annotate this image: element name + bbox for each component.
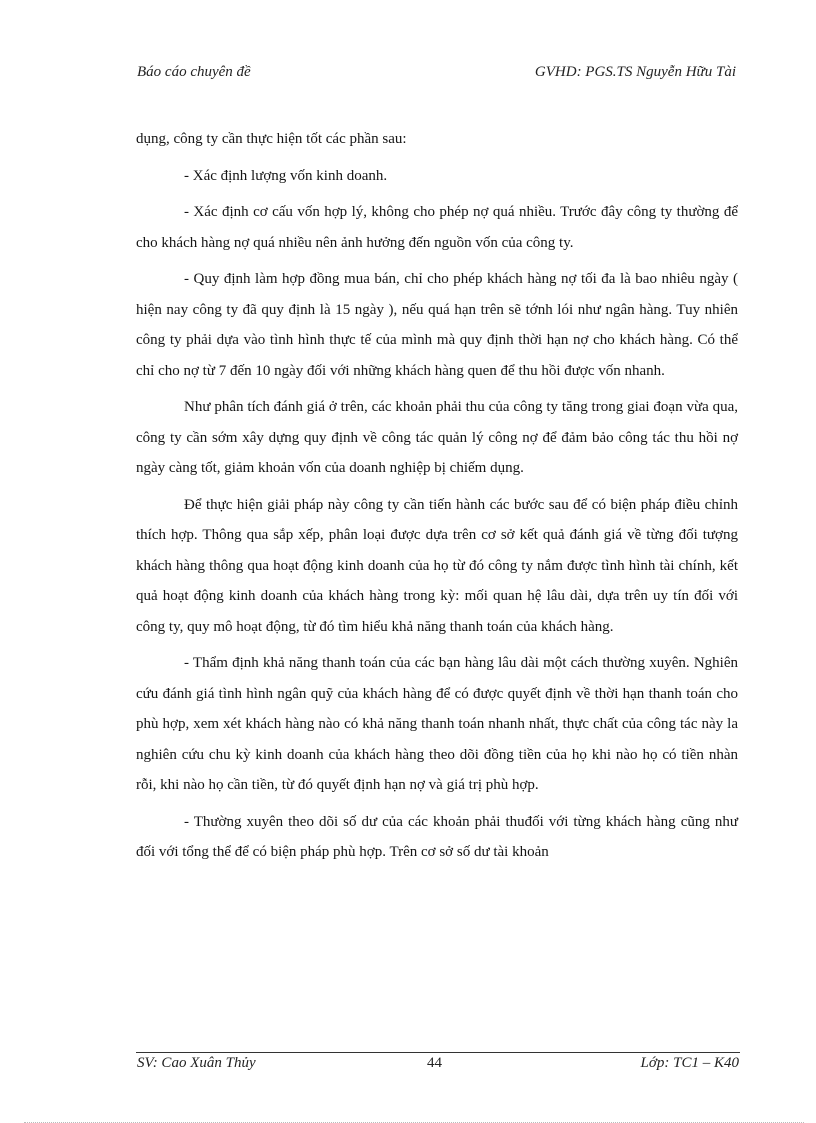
paragraph: dụng, công ty cần thực hiện tốt các phần sau: bbox=[136, 131, 407, 147]
footer-class: Lớp: TC1 – K40 bbox=[640, 1055, 739, 1071]
page-header bbox=[137, 64, 736, 86]
header-report-title: Báo cáo chuyên đề bbox=[137, 64, 251, 80]
paragraph: Để thực hiện giải pháp này công ty cần tiến hành các bước sau để có biện pháp điều chỉnh thích hợp. Thông qua sắp xếp, phân loại được dựa trên cơ sở kết quả đánh giá về từng đối tượng khách hàng thông qua hoạt động kinh doanh của họ từ đó công ty nắm được tình hình tài chính, kết quả hoạt động kinh doanh của khách hàng trong kỳ: mối quan hệ lâu dài, dựa trên uy tín đối với công ty, quy mô hoạt động, từ đó tìm hiểu khả năng thanh toán của khách hàng. bbox=[136, 496, 738, 635]
paragraph: - Xác định cơ cấu vốn hợp lý, không cho phép nợ quá nhiều. Trước đây công ty thường để cho khách hàng nợ quá nhiều nên ảnh hưởng đến nguồn vốn của công ty. bbox=[136, 204, 738, 251]
page-footer bbox=[137, 1055, 739, 1079]
header-supervisor: GVHD: PGS.TS Nguyễn Hữu Tài bbox=[534, 64, 736, 80]
paragraph: Như phân tích đánh giá ở trên, các khoản phải thu của công ty tăng trong giai đoạn vừa qua, công ty cần sớm xây dựng quy định về công tác quản lý công nợ để đảm bảo công tác thu hồi nợ ngày càng tốt, giảm khoản vốn của doanh nghiệp bị chiếm dụng. bbox=[136, 399, 738, 476]
footer-divider bbox=[136, 1052, 740, 1053]
paragraph: - Quy định làm hợp đồng mua bán, chỉ cho phép khách hàng nợ tối đa là bao nhiêu ngày ( hiện nay công ty đã quy định là 15 ngày ), nếu quá hạn trên sẽ tớnh lói như ngân hàng. Tuy nhiên công ty phải dựa vào tình hình thực tế của mình mà quy định thời hạn nợ cho khách hàng. Có thể chỉ cho nợ từ 7 đến 10 ngày đối với những khách hàng quen để thu hồi được vốn nhanh. bbox=[136, 271, 738, 379]
page-number: 44 bbox=[427, 1055, 442, 1071]
body-text bbox=[136, 124, 738, 874]
paragraph: - Thẩm định khả năng thanh toán của các bạn hàng lâu dài một cách thường xuyên. Nghiên cứu đánh giá tình hình ngân quỹ của khách hàng để có được quyết định về thời hạn thanh toán cho phù hợp, xem xét khách hàng nào có khả năng thanh toán nhanh nhất, thực chất của công tác này la nghiên cứu chu kỳ kinh doanh của khách hàng theo dõi đồng tiền của họ khi nào họ có tiền nhàn rỗi, khi nào họ cần tiền, từ đó quyết định hạn nợ và giá trị phù hợp. bbox=[136, 655, 738, 793]
footer-student: SV: Cao Xuân Thủy bbox=[137, 1055, 256, 1071]
paragraph: - Thường xuyên theo dõi số dư của các khoản phải thuđối với từng khách hàng cũng như đối với tổng thể để có biện pháp phù hợp. Trên cơ sở số dư tài khoản bbox=[136, 813, 738, 860]
paragraph: - Xác định lượng vốn kinh doanh. bbox=[184, 167, 388, 184]
